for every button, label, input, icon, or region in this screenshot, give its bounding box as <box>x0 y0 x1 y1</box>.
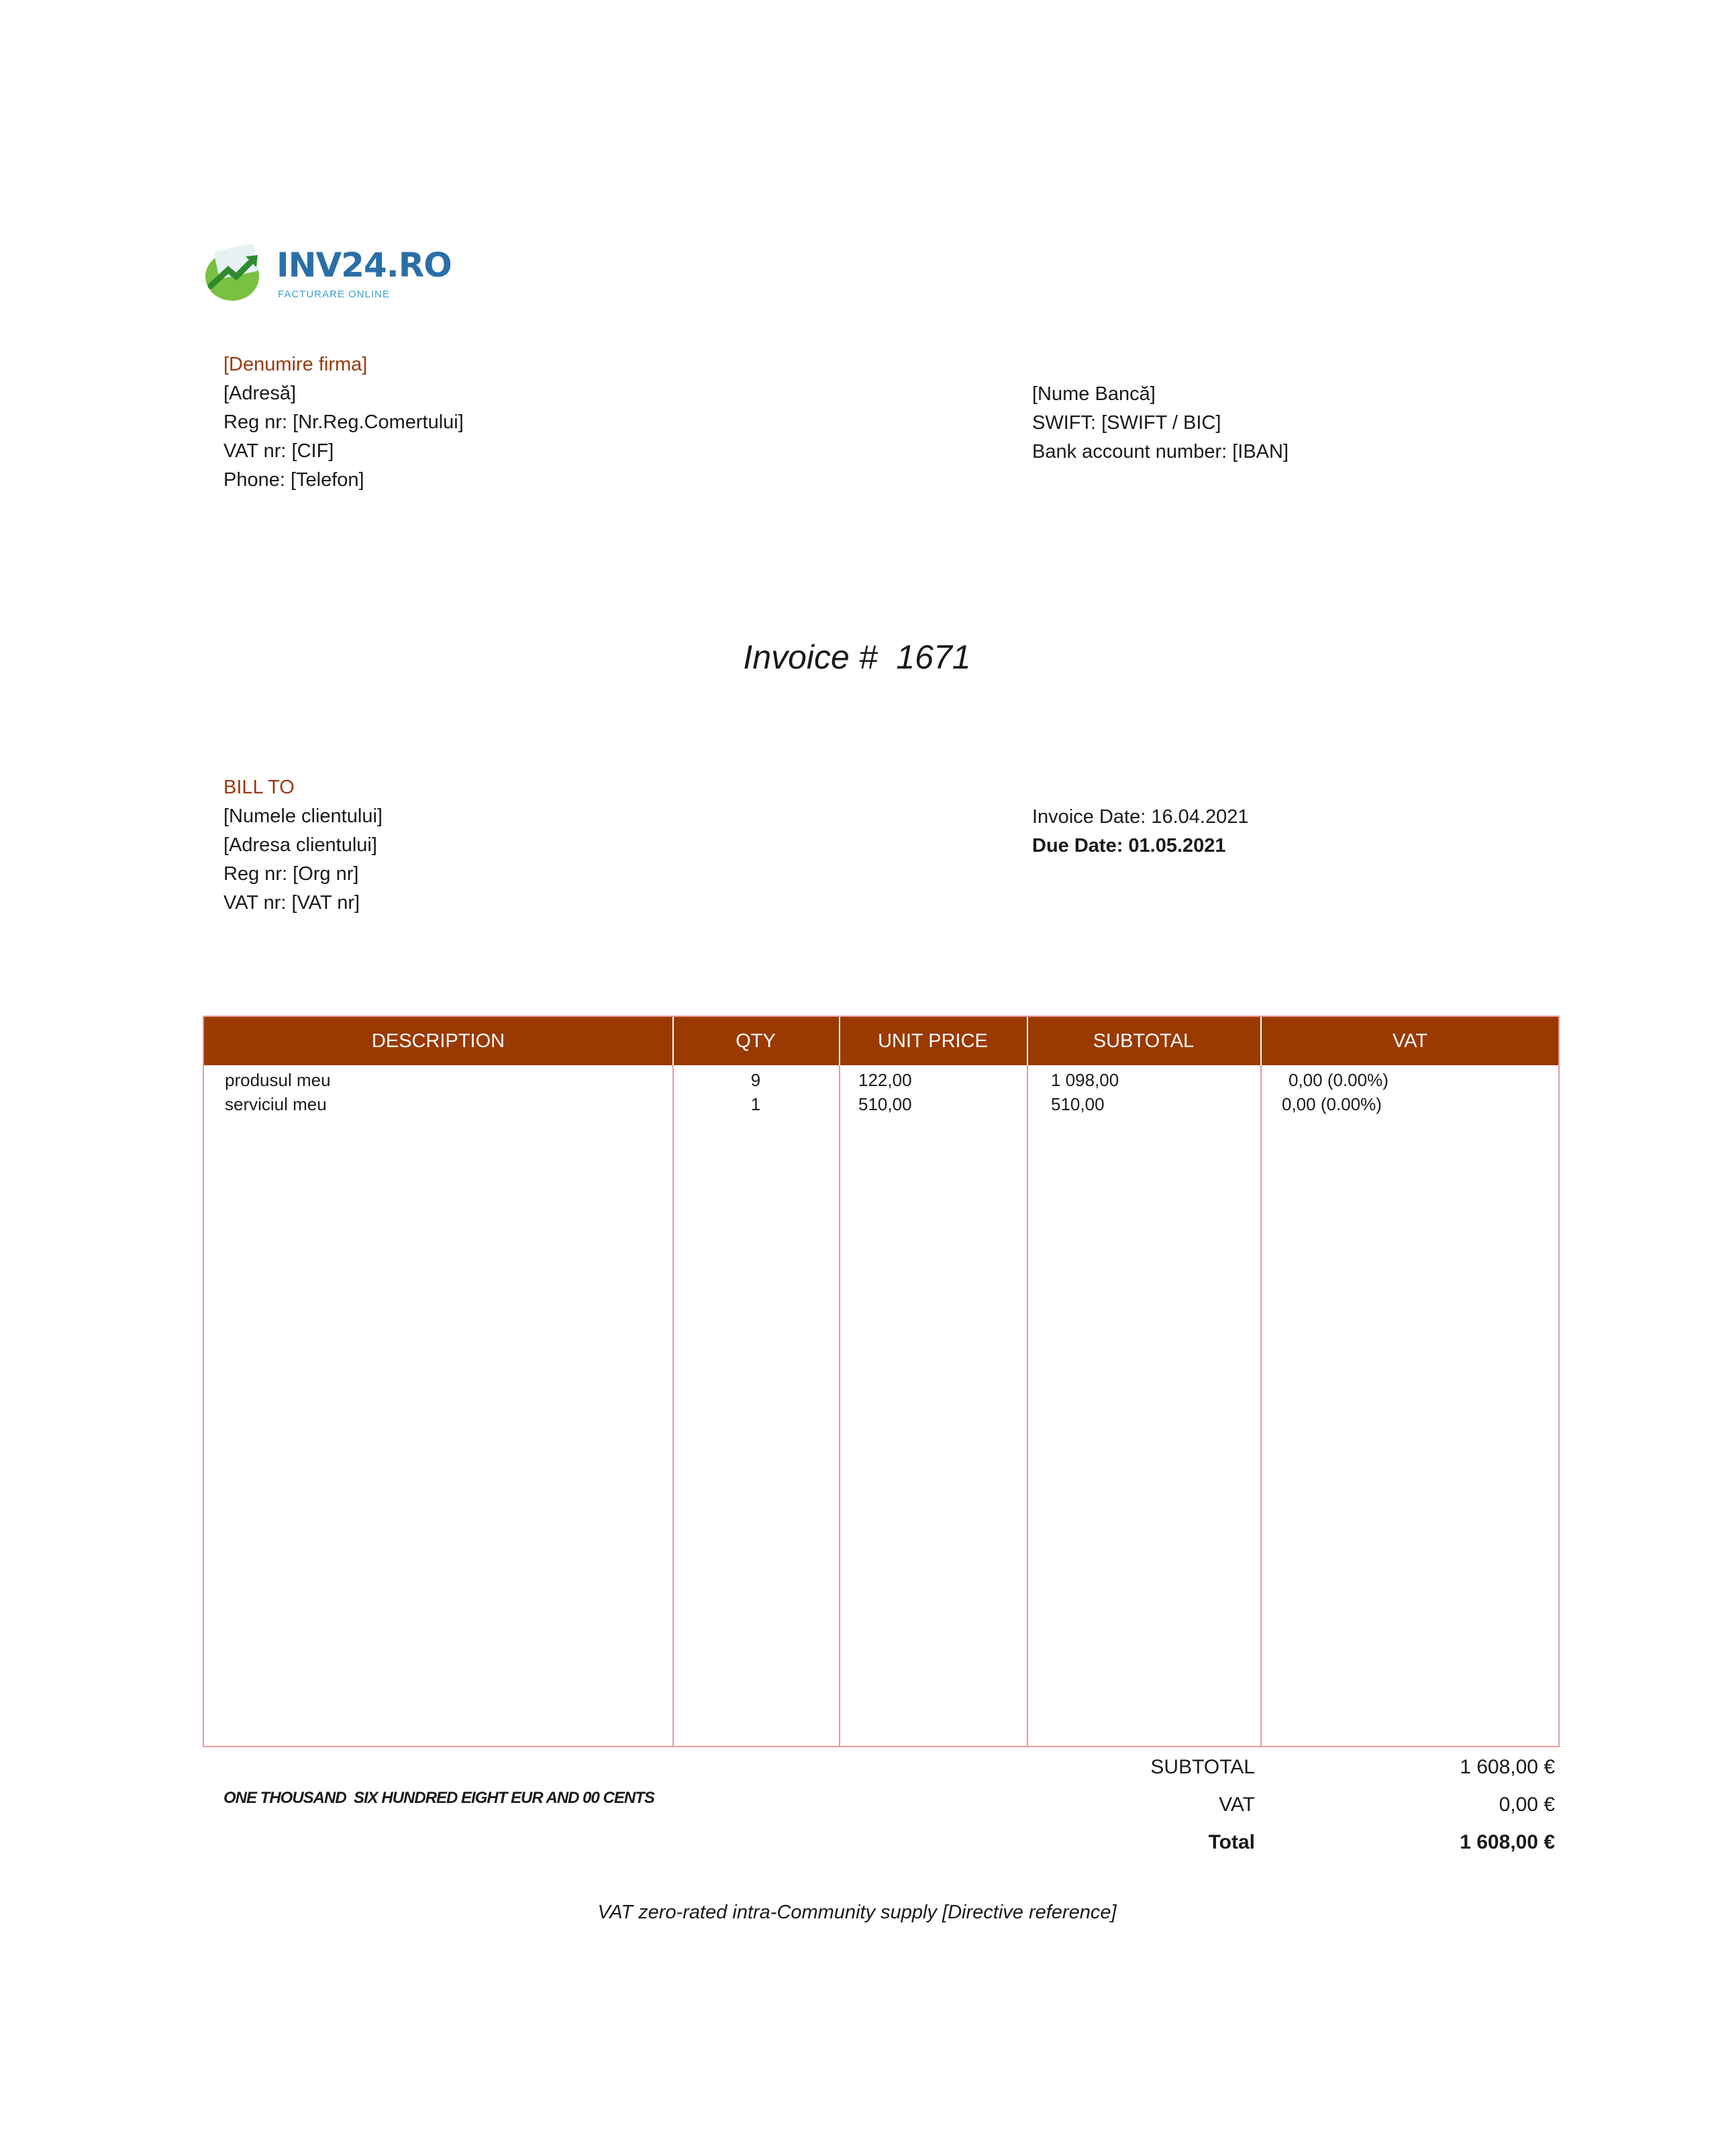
header-divider <box>1027 1017 1028 1065</box>
bill-to <box>223 773 383 918</box>
seller-address: [Adresă] <box>223 383 296 404</box>
vat-note: VAT zero-rated intra-Community supply [Directive reference] <box>597 1902 1117 1923</box>
bank-name: [Nume Bancă] <box>1032 383 1156 405</box>
header-subtotal: SUBTOTAL <box>1093 1030 1195 1052</box>
row-2-unit-price: 510,00 <box>858 1094 912 1114</box>
client-address: [Adresa clientului] <box>223 834 377 856</box>
client-vat-nr: VAT nr: [VAT nr] <box>223 892 360 914</box>
subtotal-label: SUBTOTAL <box>1150 1756 1255 1778</box>
invoice-dates <box>1032 803 1248 861</box>
column-divider <box>1260 1017 1262 1746</box>
logo-name: INV24.RO <box>276 246 452 285</box>
client-reg-nr: Reg nr: [Org nr] <box>223 863 359 885</box>
line-items-table <box>203 1016 1560 1747</box>
logo-icon <box>201 242 268 302</box>
total-label: Total <box>1208 1831 1255 1853</box>
bank-swift: SWIFT: [SWIFT / BIC] <box>1032 412 1221 434</box>
row-1-description: produsul meu <box>225 1070 331 1090</box>
row-2-description: serviciul meu <box>225 1094 327 1114</box>
invoice-date: Invoice Date: 16.04.2021 <box>1032 806 1249 828</box>
header-divider <box>1260 1017 1262 1065</box>
row-2-subtotal: 510,00 <box>1051 1094 1105 1114</box>
header-qty: QTY <box>736 1030 776 1052</box>
header-divider <box>672 1017 674 1065</box>
seller-reg-nr: Reg nr: [Nr.Reg.Comertului] <box>223 411 464 433</box>
row-2-qty: 1 <box>750 1094 761 1114</box>
seller-vat-nr: VAT nr: [CIF] <box>223 440 334 462</box>
subtotal-value: 1 608,00 € <box>1460 1756 1555 1778</box>
row-2-vat: 0,00 (0.00%) <box>1282 1094 1382 1114</box>
client-name: [Numele clientului] <box>223 805 383 827</box>
header-vat: VAT <box>1392 1030 1428 1052</box>
company-logo <box>201 242 452 309</box>
amount-in-words: ONE THOUSAND SIX HUNDRED EIGHT EUR AND 00 CENTS <box>223 1789 654 1807</box>
row-1-subtotal: 1 098,00 <box>1051 1070 1119 1090</box>
row-1-vat: 0,00 (0.00%) <box>1289 1070 1389 1090</box>
row-1-unit-price: 122,00 <box>858 1070 912 1090</box>
invoice-title: Invoice # 1671 <box>743 638 971 676</box>
vat-value: 0,00 € <box>1499 1794 1555 1816</box>
row-1-qty: 9 <box>750 1070 761 1090</box>
column-divider <box>1027 1017 1028 1746</box>
seller-phone: Phone: [Telefon] <box>223 469 364 491</box>
header-unit-price: UNIT PRICE <box>878 1030 988 1052</box>
seller-company: [Denumire firma] <box>223 354 368 375</box>
seller-info <box>223 350 464 495</box>
header-divider <box>839 1017 840 1065</box>
logo-tagline: FACTURARE ONLINE <box>278 289 390 300</box>
bill-to-heading: BILL TO <box>223 777 295 798</box>
due-date: Due Date: 01.05.2021 <box>1032 835 1226 856</box>
column-divider <box>672 1017 674 1746</box>
vat-label: VAT <box>1219 1794 1255 1816</box>
table-header <box>204 1017 1558 1065</box>
total-value: 1 608,00 € <box>1460 1831 1555 1853</box>
column-divider <box>839 1017 840 1746</box>
header-description: DESCRIPTION <box>371 1030 505 1052</box>
bank-info <box>1032 380 1289 467</box>
bank-account: Bank account number: [IBAN] <box>1032 441 1289 462</box>
